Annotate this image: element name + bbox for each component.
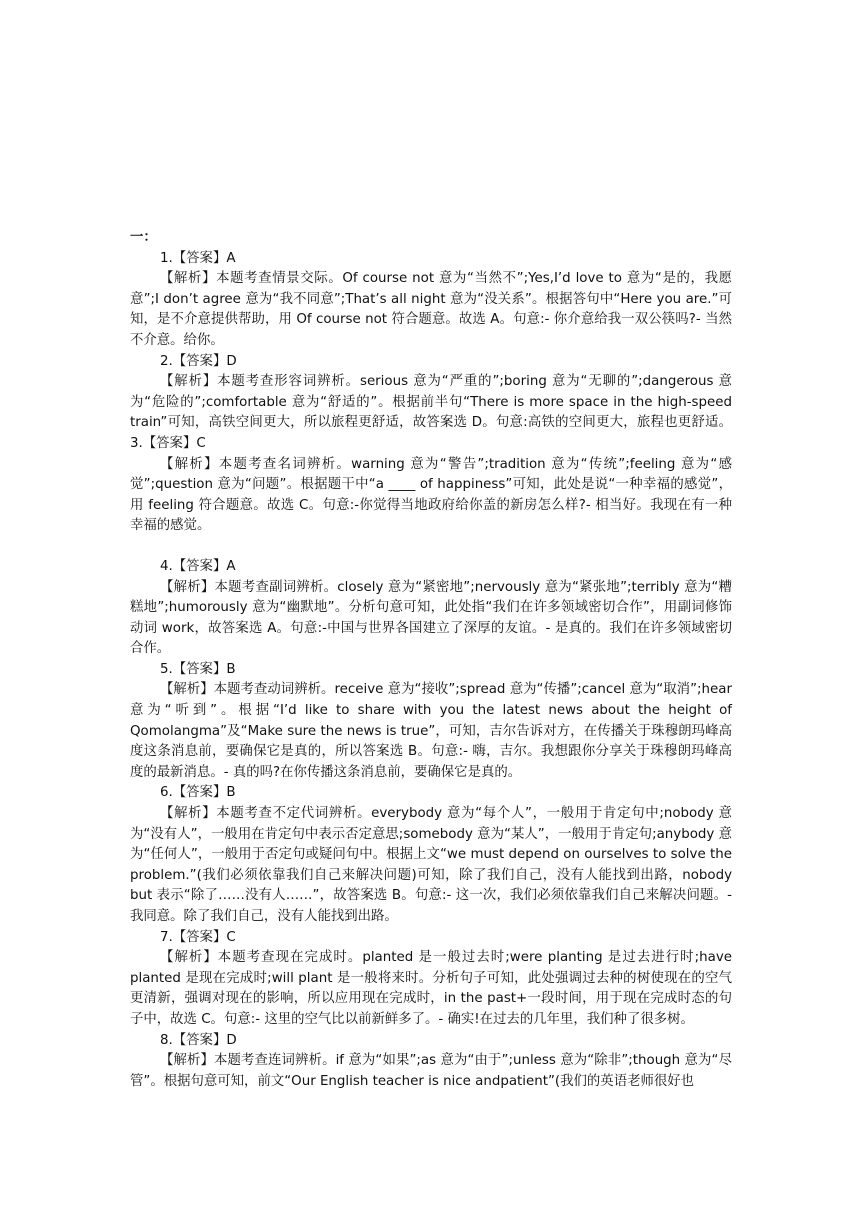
explanation-paragraph: 【解析】本题考查动词辨析。receive 意为“接收”;spread 意为“传播”;cancel 意为“取消”;hear 意为“听到”。根据“I’d like to share with you the latest news about the height of Qomolangma”及“Make sure the news is true”，可知，吉尔告诉对方，在传播关于珠穆朗玛峰高度这条消息前，要确保它是真的，所以答案选 B。句意:- 嗨，吉尔。我想跟你分享关于珠穆朗玛峰高度的最新消息。- 真的吗?在你传播这条消息前，要确保它是真的。 [130, 682, 732, 780]
answer-line: 1.【答案】A [160, 250, 236, 266]
answer-line: 2.【答案】D [160, 353, 237, 369]
document-body [130, 228, 732, 1092]
explanation-paragraph: 【解析】本题考查不定代词辨析。everybody 意为“每个人”，一般用于肯定句中;nobody 意为“没有人”，一般用在肯定句中表示否定意思;somebody 意为“某人”，一般用于肯定句;anybody 意为“任何人”，一般用于否定句或疑问句中。根据上文“we must depend on ourselves to solve the problem.”(我们必须依靠我们自己来解决问题)可知，除了我们自己，没有人能找到出路，nobody but 表示“除了……没有人……”，故答案选 B。句意:- 这一次，我们必须依靠我们自己来解决问题。- 我同意。除了我们自己，没有人能找到出路。 [130, 806, 732, 924]
section-title: 一： [130, 230, 157, 245]
answer-line: 4.【答案】A [160, 558, 236, 574]
answer-line: 5.【答案】B [160, 661, 236, 677]
answer-line: 6.【答案】B [160, 785, 236, 801]
answer-line: 8.【答案】D [160, 1032, 237, 1048]
explanation-paragraph: 【解析】本题考查形容词辨析。serious 意为“严重的”;boring 意为“无聊的”;dangerous 意为“危险的”;comfortable 意为“舒适的”。根据前半句“There is more space in the high-speed train”可知，高铁空间更大，所以旅程更舒适，故答案选 D。句意:高铁的空间更大，旅程也更舒适。3.【答案】C [130, 374, 732, 451]
explanation-paragraph: 【解析】本题考查现在完成时。planted 是一般过去时;were planting 是过去进行时;have planted 是现在完成时;will plant 是一般将来时。分析句子可知，此处强调过去种的树使现在的空气更清新，强调对现在的影响，所以应用现在完成时，in the past+一段时间，用于现在完成时态的句子中，故选 C。句意:- 这里的空气比以前新鲜多了。- 确实!在过去的几年里，我们种了很多树。 [130, 950, 732, 1027]
answer-line: 7.【答案】C [160, 929, 236, 945]
paragraph-gap [130, 537, 732, 557]
explanation-paragraph: 【解析】本题考查情景交际。Of course not 意为“当然不”;Yes,I’d love to 意为“是的，我愿意”;I don’t agree 意为“我不同意”;That’s all night 意为“没关系”。根据答句中“Here you are.”可知，是不介意提供帮助，用 Of course not 符合题意。故选 A。句意:- 你介意给我一双公筷吗?- 当然不介意。给你。 [130, 271, 732, 348]
explanation-paragraph: 【解析】本题考查副词辨析。closely 意为“紧密地”;nervously 意为“紧张地”;terribly 意为“糟糕地”;humorously 意为“幽默地”。分析句意可知，此处指“我们在许多领域密切合作”，用副词修饰动词 work，故答案选 A。句意:-中国与世界各国建立了深厚的友谊。- 是真的。我们在许多领域密切合作。 [130, 579, 732, 657]
explanation-paragraph: 【解析】本题考查名词辨析。warning 意为“警告”;tradition 意为“传统”;feeling 意为“感觉”;question 意为“问题”。根据题干中“a ____ of happiness”可知，此处是说“一种幸福的感觉”，用 feeling 符合题意。故选 C。句意:-你觉得当地政府给你盖的新房怎么样?- 相当好。我现在有一种幸福的感觉。 [130, 456, 732, 534]
explanation-paragraph: 【解析】本题考查连词辨析。if 意为“如果”;as 意为“由于”;unless 意为“除非”;though 意为“尽管”。根据句意可知，前文“Our English teacher is nice andpatient”(我们的英语老师很好也 [130, 1053, 732, 1089]
